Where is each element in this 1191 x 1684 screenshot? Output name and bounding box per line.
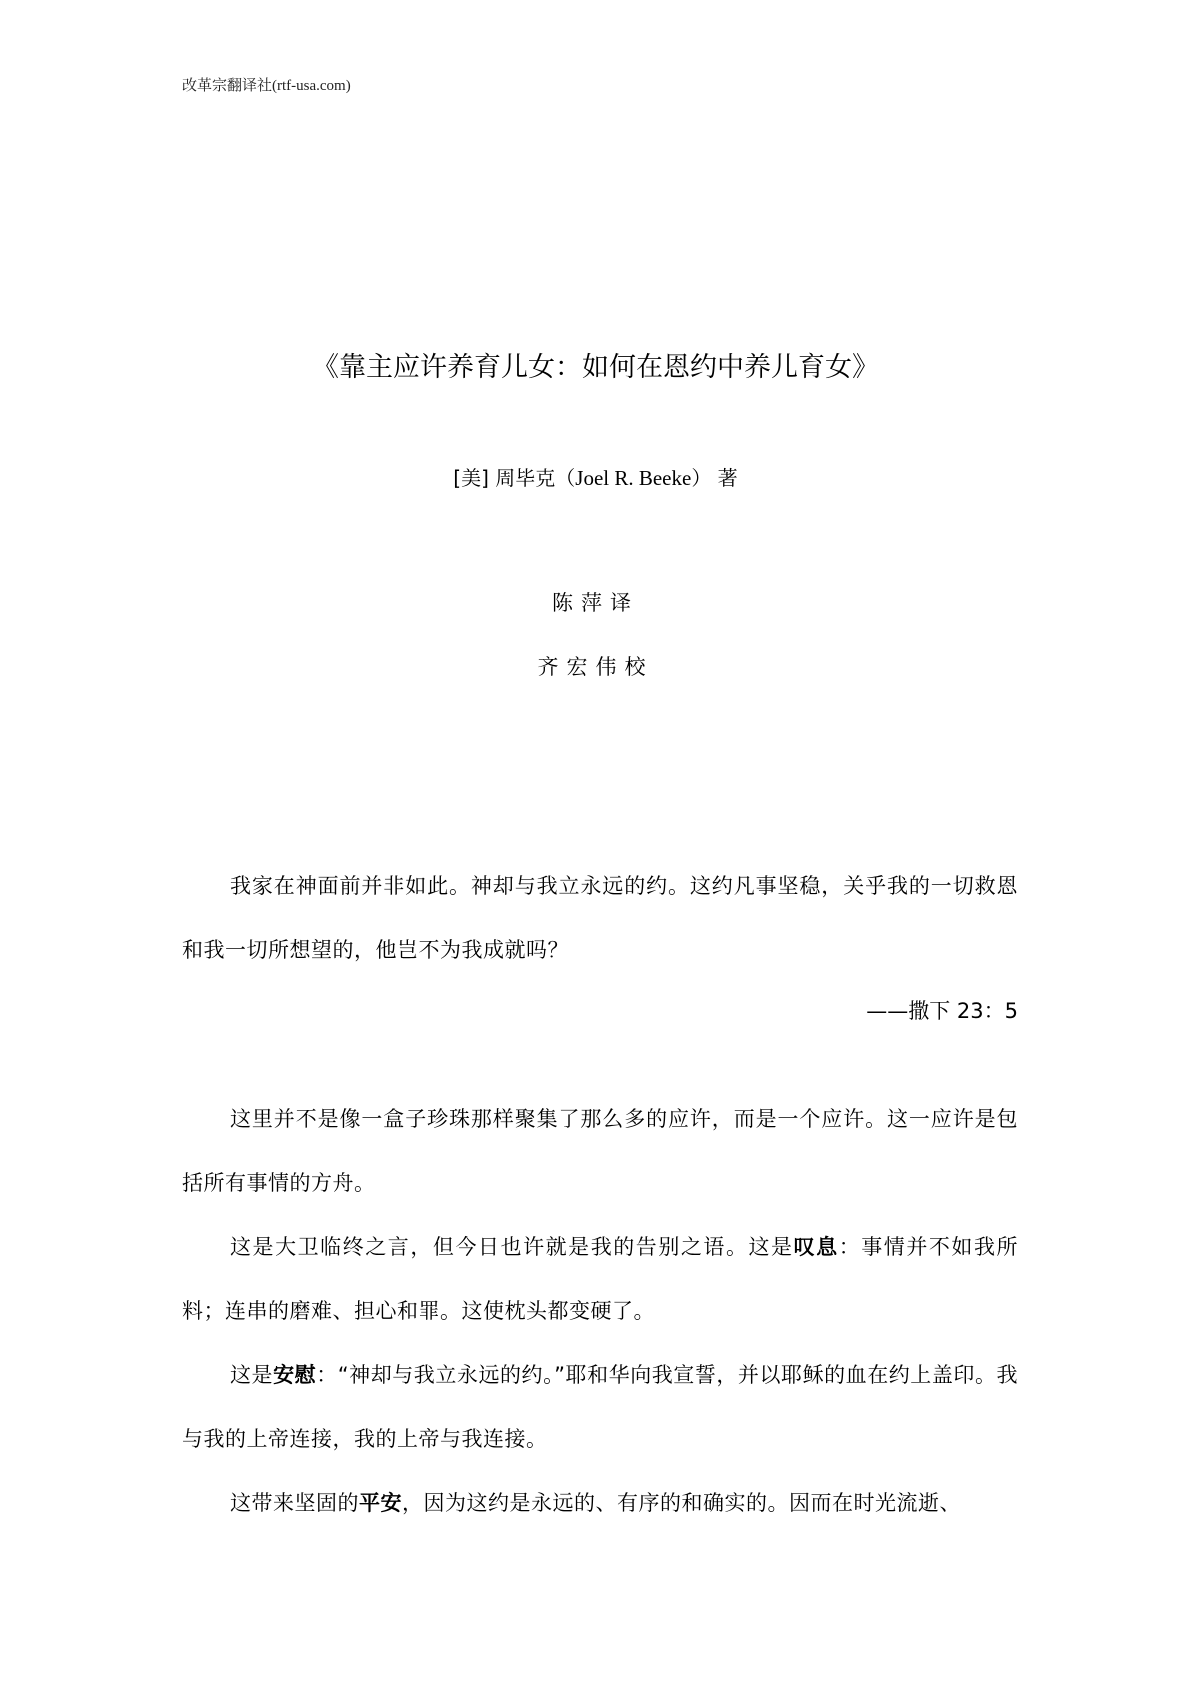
paragraph-3-lead: 这是 — [230, 1363, 274, 1387]
paragraph-4-lead: 这带来坚固的 — [230, 1491, 359, 1515]
paragraph-4-rest: ，因为这约是永远的、有序的和确实的。因而在时光流逝、 — [402, 1491, 961, 1515]
paragraph-2-emphasis: 叹息 — [793, 1235, 839, 1259]
paragraph-2-rest: ：事情并不如我所料；连串的磨难、担心和罪。这使枕头都变硬了。 — [182, 1235, 1019, 1323]
author-line — [0, 462, 1191, 491]
proofreader-credit: 齐宏伟校 — [537, 655, 654, 679]
paragraph-4-emphasis: 平安 — [359, 1491, 402, 1515]
paragraph-3-emphasis: 安慰 — [273, 1363, 317, 1387]
author-prefix: [美] 周毕克（ — [453, 466, 576, 490]
book-title: 《靠主应许养育儿女：如何在恩约中养儿育女》 — [312, 352, 879, 383]
paragraph-2 — [182, 1215, 1018, 1343]
translator-credit: 陈萍译 — [552, 591, 639, 615]
epigraph-citation: ——撒下 23：5 — [866, 999, 1018, 1023]
main-text — [182, 1087, 1018, 1535]
paragraph-3 — [182, 1343, 1018, 1471]
author-suffix: ） 著 — [691, 466, 738, 490]
paragraph-2-lead: 这是大卫临终之言，但今日也许就是我的告别之语。这是 — [230, 1235, 794, 1259]
author-latin-name: Joel R. Beeke — [575, 466, 692, 490]
header-note: 改革宗翻译社(rtf-usa.com) — [182, 78, 351, 94]
paragraph-3-rest: ：“神却与我立永远的约。”耶和华向我宣誓，并以耶稣的血在约上盖印。我与我的上帝连接，我的上帝与我连接。 — [182, 1363, 1018, 1451]
paragraph-1: 这里并不是像一盒子珍珠那样聚集了那么多的应许，而是一个应许。这一应许是包括所有事情的方舟。 — [182, 1107, 1018, 1195]
epigraph-text: 我家在神面前并非如此。神却与我立永远的约。这约凡事坚稳，关乎我的一切救恩和我一切所想望的，他岂不为我成就吗？ — [182, 874, 1018, 962]
paragraph-4 — [182, 1471, 1018, 1535]
epigraph — [182, 854, 1018, 982]
